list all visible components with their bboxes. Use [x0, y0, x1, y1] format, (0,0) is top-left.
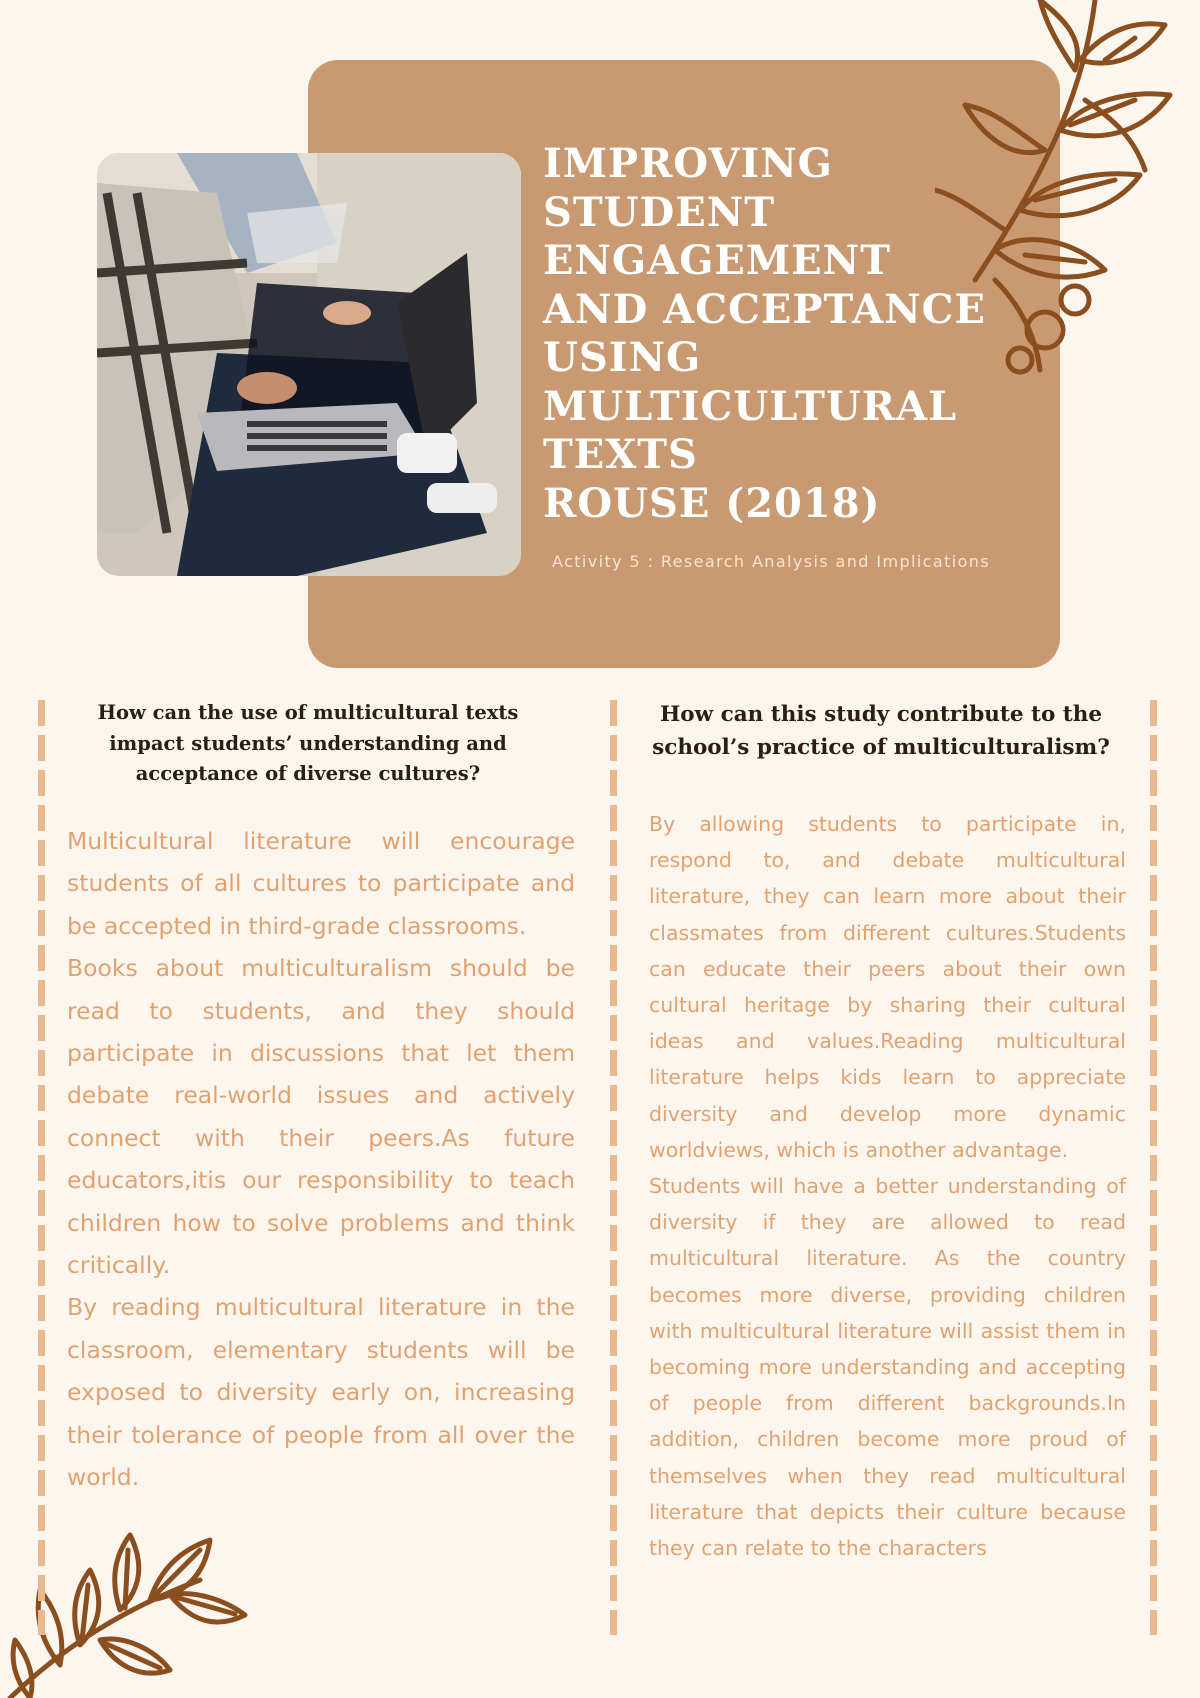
title-line: IMPROVING — [543, 140, 833, 187]
title-line: AND ACCEPTANCE — [543, 285, 986, 333]
title-line: MULTICULTURAL — [543, 382, 958, 430]
paragraph: Books about multiculturalism should be read to students, and they should participate in discussions that let them debate real-world issues and actively connect with their peers.As future educators,itis our responsibility to teach children how to solve problems and think critically. — [67, 954, 575, 1280]
paragraph: By reading multicultural literature in the classroom, elementary students will be exposed to diversity early on, increasing their tolerance of people from all over the world. — [67, 1293, 575, 1492]
column-divider-bar — [38, 700, 45, 1635]
column-divider-bar — [610, 700, 617, 1635]
left-column-body — [67, 820, 575, 1499]
right-column-body — [649, 806, 1126, 1566]
title-line: ENGAGEMENT — [543, 237, 891, 284]
students-laptop-photo — [97, 153, 521, 576]
right-question-heading: How can this study contribute to the school’s practice of multiculturalism? — [652, 702, 1110, 760]
paragraph: Students will have a better understanding of diversity if they are allowed to read multicultural literature. As the country becomes more diverse, providing children with multicultural literature will assist them in becoming more understanding and accepting of people from different backgrounds.In addition, children become more proud of themselves when they read multicultural literature that depicts their culture because they can relate to the characters — [649, 1174, 1126, 1561]
paragraph: Multicultural literature will encourage students of all cultures to participate and be accepted in third-grade classrooms. — [67, 827, 575, 940]
paragraph: By allowing students to participate in, respond to, and debate multicultural literature, they can learn more about their classmates from different cultures.Students can educate their peers about their own cultural heritage by sharing their cultural ideas and values.Reading multicultural literature helps kids learn to appreciate diversity and develop more dynamic worldviews, which is another advantage. — [649, 812, 1126, 1162]
left-question-heading: How can the use of multicultural texts impact students’ understanding and acceptance of diverse cultures? — [97, 701, 519, 785]
title-line: ROUSE (2018) — [543, 479, 881, 527]
title-line: USING — [543, 334, 702, 381]
leaf-branch-icon — [935, 0, 1200, 400]
title-line: TEXTS — [543, 431, 698, 478]
column-divider-bar — [1150, 700, 1157, 1635]
activity-subtitle: Activity 5 : Research Analysis and Implications — [552, 552, 991, 571]
title-line: STUDENT — [543, 188, 776, 236]
